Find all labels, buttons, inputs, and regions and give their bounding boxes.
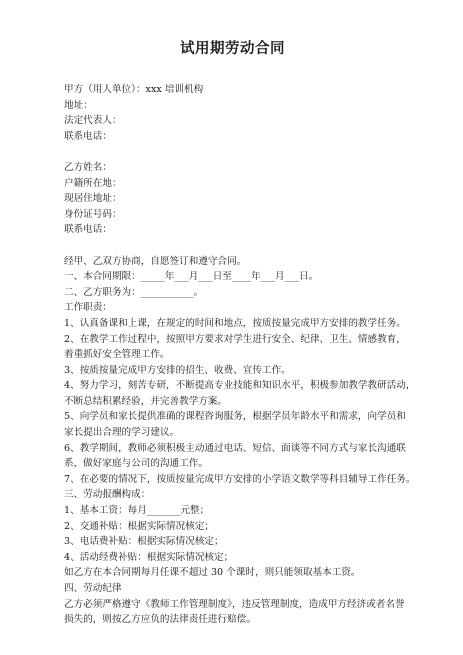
spacer <box>64 238 419 254</box>
party-a-legal-rep-line: 法定代表人： <box>64 115 122 127</box>
body-line: 1、认真备课和上课，在规定的时间和地点，按质按量完成甲方安排的教学任务。 <box>64 317 406 329</box>
body-line: 一、本合同期限：_____年___月___日至____年___月___日。 <box>64 271 319 283</box>
body-line: 4、活动经费补贴：根据实际情况核定； <box>64 551 234 563</box>
body-line: 3、电话费补贴：根据实际情况核定； <box>64 536 224 548</box>
body-line: 家长提出合理的学习建议。 <box>64 427 180 439</box>
party-b-hukou-line: 户籍所在地： <box>64 177 122 189</box>
party-b-section <box>64 160 419 238</box>
party-a-employer-line: 甲方（用人单位）：xxx 培训机构 <box>64 84 204 95</box>
contract-body <box>64 254 419 628</box>
body-line: 5、向学员和家长提供准确的课程咨询服务，根据学员年龄水平和需求，向学员和 <box>64 411 406 423</box>
spacer <box>64 144 419 160</box>
body-line: 7、在必要的情况下，按质按量完成甲方安排的小学语文数学等科目辅导工作任务。 <box>64 473 416 485</box>
party-a-address-line: 地址： <box>64 99 93 111</box>
body-line: 3、按质按量完成甲方安排的招生、收费、宣传工作。 <box>64 364 291 376</box>
party-b-residence-line: 现居住地址： <box>64 193 122 205</box>
party-b-name-line: 乙方姓名： <box>64 161 112 173</box>
body-line: 系，做好家庭与公司的沟通工作。 <box>64 458 208 470</box>
body-line: 2、在教学工作过程中，按照甲方要求对学生进行安全、纪律、卫生、情感教育， <box>64 333 406 345</box>
body-line: 不断总结积累经验，并完善教学方案。 <box>64 395 228 407</box>
party-b-phone-line: 联系电话： <box>64 224 112 236</box>
body-line: 损失的，则按乙方应负的法律责任进行赔偿。 <box>64 614 256 626</box>
body-line: 1、基本工资：每月_______元整； <box>64 505 210 517</box>
body-line: 工作职责： <box>64 302 112 314</box>
party-b-id-line: 身份证号码： <box>64 208 122 220</box>
party-a-phone-line: 联系电话： <box>64 130 112 142</box>
body-line: 乙方必须严格遵守《教师工作管理制度》，违反管理制度，造成甲方经济或者名誉 <box>64 598 405 610</box>
body-line: 四、劳动纪律 <box>64 583 122 594</box>
body-line: 经甲、乙双方协商，自愿签订和遵守合同。 <box>64 255 247 267</box>
body-line: 2、交通补贴：根据实际情况核定； <box>64 520 215 532</box>
party-a-section <box>64 82 419 144</box>
body-line: 三、劳动报酬构成： <box>64 489 151 501</box>
body-line: 二、乙方职务为：___________。 <box>64 286 204 298</box>
body-line: 如乙方在本合同期每月任课不超过 30 个课时，则只能领取基本工资。 <box>64 567 361 579</box>
body-line: 6、教学期间，教师必须积极主动通过电话、短信、面谈等不同方式与家长沟通联 <box>64 442 406 454</box>
body-line: 着重抓好安全管理工作。 <box>64 349 170 361</box>
document-title: 试用期劳动合同 <box>180 41 285 57</box>
body-line: 4、努力学习，刻苦专研，不断提高专业技能和知识水平，积极参加教学教研活动， <box>64 380 416 392</box>
